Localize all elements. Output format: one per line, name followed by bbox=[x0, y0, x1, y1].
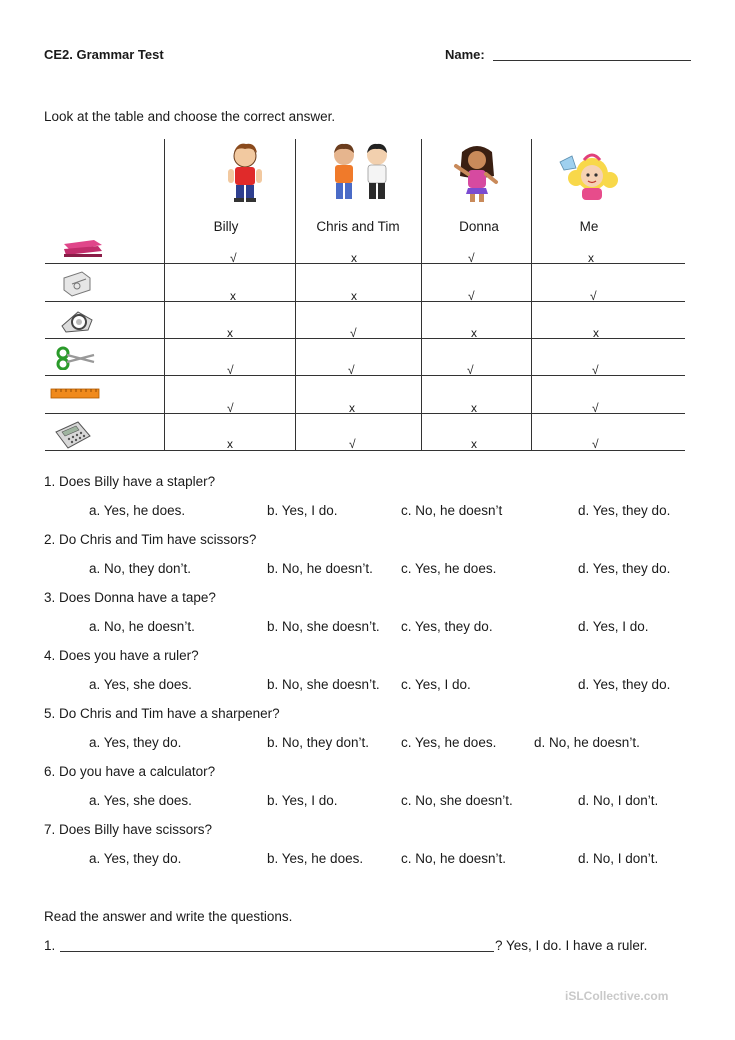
option-d[interactable]: d. No, I don’t. bbox=[578, 793, 659, 808]
table-mark: √ bbox=[227, 401, 234, 415]
table-divider bbox=[531, 139, 532, 450]
tape-icon bbox=[58, 306, 96, 334]
table-mark: √ bbox=[592, 401, 599, 415]
chris-and-tim-picture bbox=[327, 140, 395, 204]
instruction-table: Look at the table and choose the correct answer. bbox=[44, 109, 336, 124]
option-c[interactable]: c. Yes, he does. bbox=[401, 561, 497, 576]
table-divider bbox=[164, 139, 165, 450]
question-7: 7. Does Billy have scissors? bbox=[44, 822, 213, 837]
option-c[interactable]: c. No, she doesn’t. bbox=[401, 793, 513, 808]
table-mark: x bbox=[227, 326, 233, 340]
option-a[interactable]: a. Yes, he does. bbox=[89, 503, 186, 518]
name-input-line[interactable] bbox=[493, 46, 691, 61]
option-a[interactable]: a. Yes, they do. bbox=[89, 851, 182, 866]
option-b[interactable]: b. Yes, I do. bbox=[267, 503, 338, 518]
write-number: 1. bbox=[44, 938, 56, 953]
option-b[interactable]: b. No, she doesn’t. bbox=[267, 677, 380, 692]
given-answer: ? Yes, I do. I have a ruler. bbox=[495, 938, 648, 953]
option-d[interactable]: d. Yes, I do. bbox=[578, 619, 649, 634]
table-divider bbox=[295, 139, 296, 450]
scissors-icon bbox=[56, 346, 98, 370]
name-label: Name: bbox=[445, 47, 485, 62]
option-a[interactable]: a. Yes, they do. bbox=[89, 735, 182, 750]
question-5: 5. Do Chris and Tim have a sharpener? bbox=[44, 706, 280, 721]
question-1: 1. Does Billy have a stapler? bbox=[44, 474, 216, 489]
option-c[interactable]: c. No, he doesn’t. bbox=[401, 851, 507, 866]
instruction-write: Read the answer and write the questions. bbox=[44, 909, 293, 924]
table-mark: x bbox=[351, 289, 357, 303]
table-mark: x bbox=[593, 326, 599, 340]
table-row-line bbox=[45, 413, 685, 414]
table-mark: √ bbox=[230, 251, 237, 265]
column-header-me: Me bbox=[579, 219, 599, 234]
table-mark: √ bbox=[592, 363, 599, 377]
question-4: 4. Does you have a ruler? bbox=[44, 648, 199, 663]
calculator-icon bbox=[54, 420, 92, 450]
table-mark: x bbox=[349, 401, 355, 415]
table-row-line bbox=[45, 375, 685, 376]
option-d[interactable]: d. Yes, they do. bbox=[578, 503, 671, 518]
watermark: iSLCollective.com bbox=[565, 989, 669, 1003]
question-2: 2. Do Chris and Tim have scissors? bbox=[44, 532, 257, 547]
table-mark: √ bbox=[348, 363, 355, 377]
table-mark: √ bbox=[592, 437, 599, 451]
table-mark: √ bbox=[468, 251, 475, 265]
table-mark: √ bbox=[590, 289, 597, 303]
option-c[interactable]: c. Yes, I do. bbox=[401, 677, 471, 692]
question-6: 6. Do you have a calculator? bbox=[44, 764, 216, 779]
table-divider bbox=[421, 139, 422, 450]
option-b[interactable]: b. No, she doesn’t. bbox=[267, 619, 380, 634]
table-row-line bbox=[45, 301, 685, 302]
option-a[interactable]: a. No, he doesn’t. bbox=[89, 619, 195, 634]
table-mark: x bbox=[471, 437, 477, 451]
me-girl-picture bbox=[554, 148, 626, 204]
option-b[interactable]: b. No, they don’t. bbox=[267, 735, 370, 750]
table-mark: x bbox=[471, 326, 477, 340]
column-header-chris-and-tim: Chris and Tim bbox=[316, 219, 400, 234]
question-3: 3. Does Donna have a tape? bbox=[44, 590, 216, 605]
table-mark: √ bbox=[227, 363, 234, 377]
table-row-line bbox=[45, 450, 685, 451]
table-mark: x bbox=[351, 251, 357, 265]
option-c[interactable]: c. Yes, he does. bbox=[401, 735, 497, 750]
table-mark: √ bbox=[350, 326, 357, 340]
option-b[interactable]: b. Yes, he does. bbox=[267, 851, 364, 866]
option-b[interactable]: b. No, he doesn’t. bbox=[267, 561, 373, 576]
option-d[interactable]: d. No, I don’t. bbox=[578, 851, 659, 866]
table-mark: √ bbox=[467, 363, 474, 377]
table-row-line bbox=[45, 338, 685, 339]
billy-picture bbox=[222, 140, 268, 204]
table-mark: √ bbox=[349, 437, 356, 451]
table-mark: x bbox=[588, 251, 594, 265]
column-header-donna: Donna bbox=[459, 219, 499, 234]
worksheet-title: CE2. Grammar Test bbox=[44, 47, 164, 62]
table-mark: x bbox=[230, 289, 236, 303]
option-a[interactable]: a. Yes, she does. bbox=[89, 677, 192, 692]
option-d[interactable]: d. No, he doesn’t. bbox=[534, 735, 640, 750]
option-c[interactable]: c. Yes, they do. bbox=[401, 619, 493, 634]
stapler-icon bbox=[60, 236, 106, 260]
sharpener-icon bbox=[60, 268, 94, 298]
option-a[interactable]: a. Yes, she does. bbox=[89, 793, 192, 808]
table-mark: √ bbox=[468, 289, 475, 303]
option-d[interactable]: d. Yes, they do. bbox=[578, 677, 671, 692]
question-write-line[interactable] bbox=[60, 951, 494, 952]
ruler-icon bbox=[50, 386, 100, 402]
column-header-billy: Billy bbox=[213, 219, 239, 234]
option-c[interactable]: c. No, he doesn’t bbox=[401, 503, 503, 518]
option-a[interactable]: a. No, they don’t. bbox=[89, 561, 192, 576]
donna-picture bbox=[452, 144, 502, 204]
table-mark: x bbox=[227, 437, 233, 451]
option-d[interactable]: d. Yes, they do. bbox=[578, 561, 671, 576]
option-b[interactable]: b. Yes, I do. bbox=[267, 793, 338, 808]
table-mark: x bbox=[471, 401, 477, 415]
